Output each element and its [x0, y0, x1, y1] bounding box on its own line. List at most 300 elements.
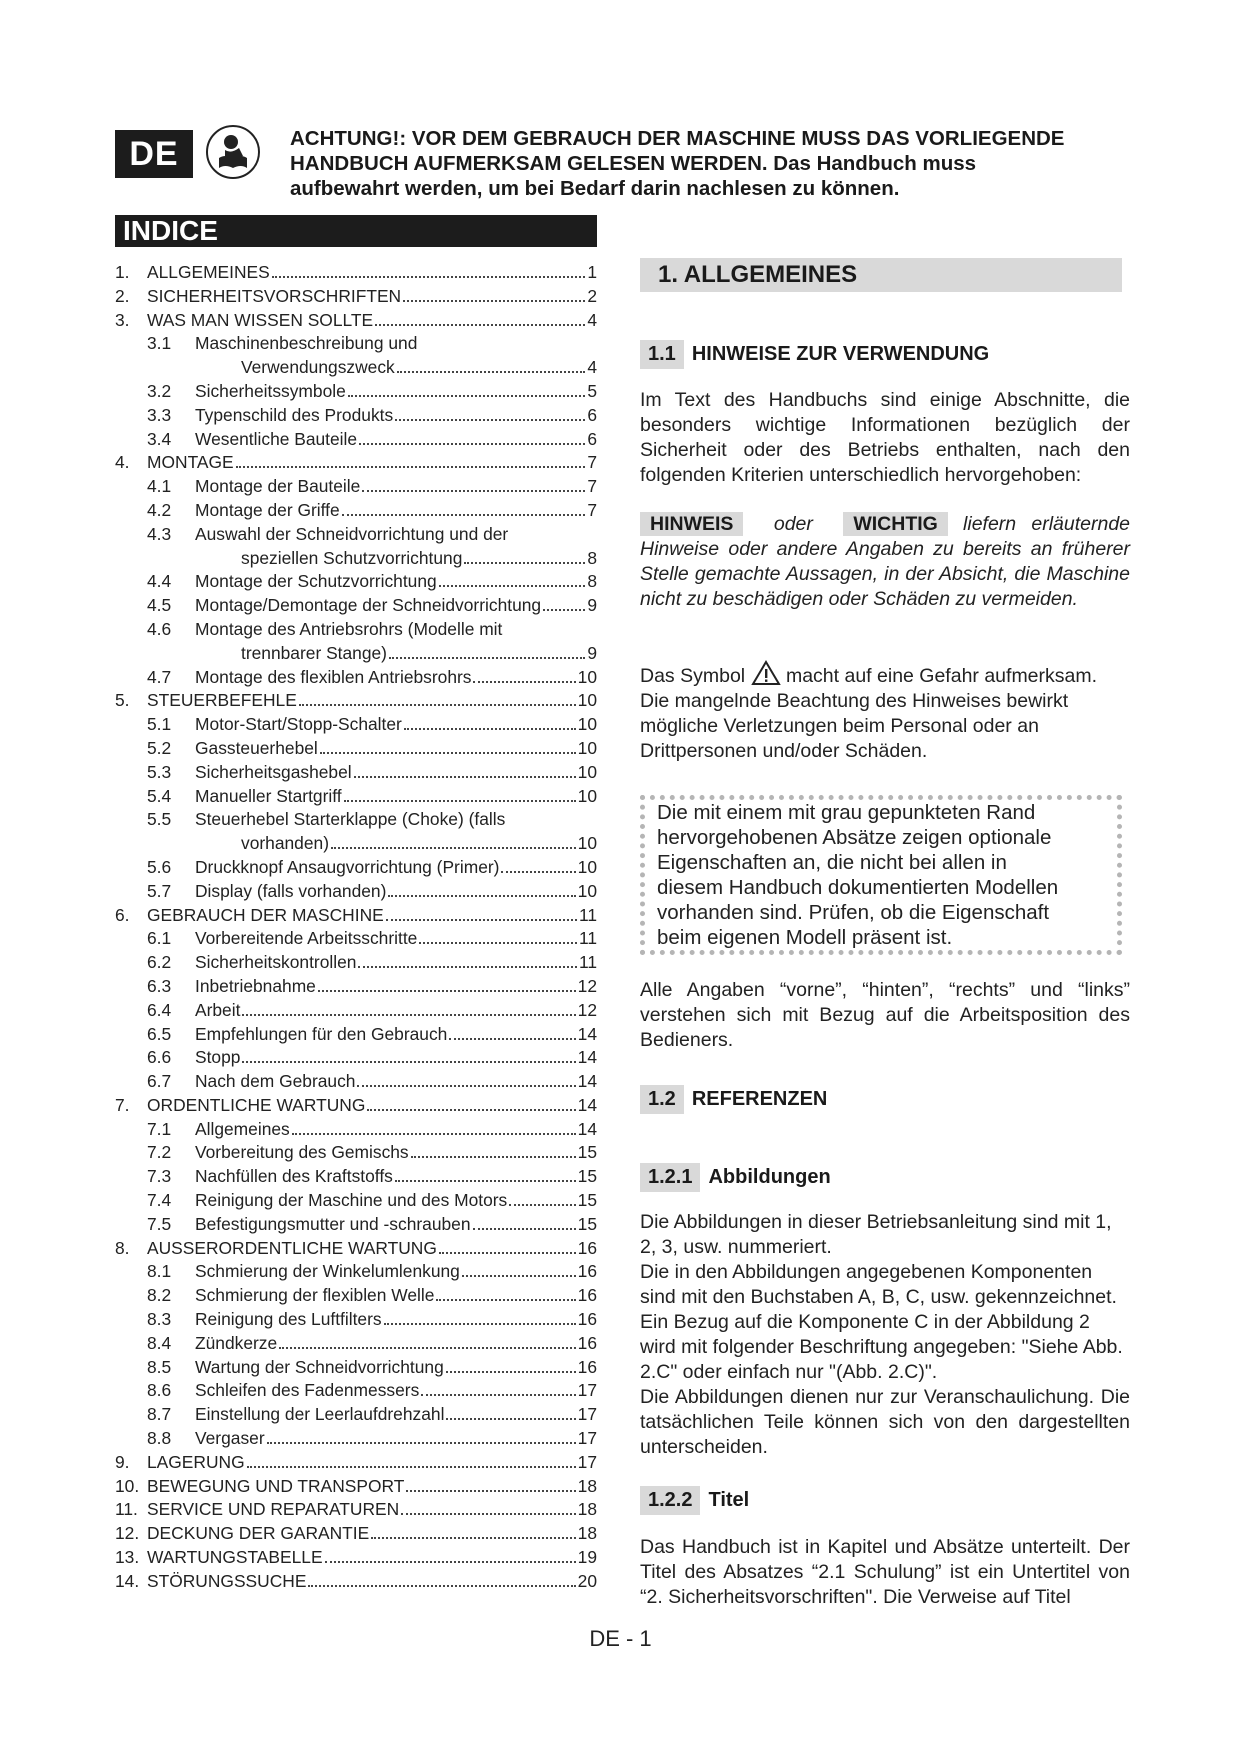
subheading-title: Titel — [708, 1489, 750, 1511]
toc-entry[interactable] — [115, 976, 597, 1000]
box-line: beim eigenen Modell präsent ist. — [657, 926, 953, 949]
toc-number: 8.4 — [147, 1332, 172, 1353]
toc-page-number: 10 — [577, 761, 597, 782]
toc-leader-dots — [419, 942, 577, 944]
subheading-number: 1.2 — [640, 1085, 684, 1114]
manual-warning — [290, 126, 1100, 201]
toc-page-number: 5 — [587, 380, 597, 401]
toc-leader-dots — [267, 1442, 576, 1444]
toc-entry-title: Vergaser — [195, 1428, 265, 1449]
toc-page-number: 10 — [577, 785, 597, 806]
toc-leader-dots — [308, 1585, 575, 1587]
toc-page-number: 19 — [577, 1547, 597, 1568]
hinweis-text: liefern erläuternde Hinweise oder andere Angaben zu bereits an früherer Stelle gemachte Aussagen, in der Absicht, die Maschine nicht zu beschädigen oder Schäden zu vermeiden. — [640, 513, 1131, 610]
read-manual-icon — [205, 124, 261, 180]
toc-leader-dots — [320, 752, 576, 754]
toc-number: 6.7 — [147, 1071, 172, 1092]
toc-entry[interactable] — [115, 1499, 597, 1523]
toc-number: 8.7 — [147, 1404, 172, 1425]
toc-page-number: 17 — [577, 1451, 597, 1472]
toc-leader-dots — [401, 1513, 575, 1515]
abbildungen-paragraphs — [640, 1210, 1130, 1460]
toc-entry[interactable] — [115, 500, 597, 524]
toc-page-number: 20 — [577, 1570, 597, 1591]
toc-number: 8.5 — [147, 1356, 172, 1377]
toc-page-number: 17 — [577, 1404, 597, 1425]
toc-entry-title: Wartung der Schneidvorrichtung — [195, 1356, 444, 1377]
toc-entry[interactable] — [115, 1428, 597, 1452]
toc-leader-dots — [367, 1109, 575, 1111]
toc-leader-dots — [436, 1299, 575, 1301]
toc-leader-dots — [404, 728, 576, 730]
toc-number: 4.7 — [147, 666, 172, 687]
symbol-paragraph — [640, 660, 1130, 764]
toc-entry-title: Sicherheitsgashebel — [195, 761, 352, 782]
toc-leader-dots — [342, 514, 586, 516]
toc-page-number: 14 — [577, 1094, 597, 1115]
toc-page-number: 16 — [577, 1261, 597, 1282]
toc-leader-dots — [421, 1394, 575, 1396]
section-title: 1. ALLGEMEINES — [640, 258, 1122, 292]
toc-leader-dots — [242, 1014, 575, 1016]
toc-entry-title: Vorbereitende Arbeitsschritte — [195, 928, 418, 949]
toc-leader-dots — [279, 1347, 575, 1349]
subheading-number: 1.2.1 — [640, 1163, 700, 1192]
toc-entry[interactable] — [115, 1047, 597, 1071]
toc-leader-dots — [406, 1490, 575, 1492]
toc-entry-title: ORDENTLICHE WARTUNG — [147, 1094, 366, 1115]
toc-leader-dots — [357, 1085, 575, 1087]
toc-page-number: 1 — [587, 262, 597, 282]
toc-entry-title: ALLGEMEINES — [147, 262, 270, 282]
toc-entry-title: WARTUNGSTABELLE — [147, 1547, 323, 1568]
toc-entry[interactable] — [115, 881, 597, 905]
toc-leader-dots — [462, 1275, 576, 1277]
toc-page-number: 2 — [587, 285, 597, 306]
toc-entry[interactable] — [115, 1523, 597, 1547]
toc-entry-title: BEWEGUNG UND TRANSPORT — [147, 1475, 405, 1496]
toc-entry[interactable] — [115, 524, 597, 548]
toc-page-number: 16 — [577, 1309, 597, 1330]
warning-line: aufbewahrt werden, um bei Bedarf darin nachlesen zu können. — [290, 177, 900, 200]
toc-number: 1. — [115, 262, 130, 282]
directions-paragraph: Alle Angaben “vorne”, “hinten”, “rechts” und “links” verstehen sich mit Bezug auf die Arbeitsposition des Bedieners. — [640, 979, 1130, 1051]
toc-entry-title: Empfehlungen für den Gebrauch — [195, 1023, 448, 1044]
toc-entry[interactable] — [115, 1357, 597, 1381]
toc-number: 7.2 — [147, 1142, 172, 1163]
toc-number: 8.6 — [147, 1380, 172, 1401]
toc-leader-dots — [384, 1323, 576, 1325]
toc-entry-title: Schmierung der flexiblen Welle — [195, 1285, 435, 1306]
optional-features-box — [640, 795, 1122, 955]
toc-page-number: 6 — [587, 404, 597, 425]
toc-entry[interactable] — [115, 1571, 597, 1595]
toc-leader-dots — [389, 657, 585, 659]
toc-title: INDICE — [115, 215, 597, 247]
toc-entry[interactable] — [115, 1333, 597, 1357]
toc-number: 6. — [115, 904, 130, 925]
toc-leader-dots — [318, 990, 576, 992]
toc-leader-dots — [358, 966, 577, 968]
toc-entry[interactable] — [115, 1285, 597, 1309]
toc-entry[interactable] — [115, 905, 597, 929]
subheading-1-1 — [640, 340, 989, 369]
toc-number: 5.4 — [147, 785, 172, 806]
toc-leader-dots — [446, 1371, 576, 1373]
toc-number: 4.2 — [147, 499, 172, 520]
page-number: DE - 1 — [589, 1626, 652, 1651]
toc-entry-title: Montage des Antriebsrohrs (Modelle mit — [195, 618, 503, 639]
toc-page-number: 10 — [577, 666, 597, 687]
toc-number: 6.3 — [147, 975, 172, 996]
wichtig-tag: WICHTIG — [843, 512, 947, 536]
toc-entry[interactable] — [115, 1071, 597, 1095]
box-line: Eigenschaften an, die nicht bei allen in — [657, 851, 1007, 874]
subheading-number: 1.1 — [640, 340, 684, 369]
toc-entry[interactable] — [115, 1476, 597, 1500]
toc-page-number: 4 — [587, 309, 597, 330]
subheading-title: HINWEISE ZUR VERWENDUNG — [691, 343, 990, 365]
toc-entry-title: Schmierung der Winkelumlenkung — [195, 1261, 460, 1282]
toc-entry[interactable] — [115, 1547, 597, 1571]
toc-entry-title: Einstellung der Leerlaufdrehzahl — [195, 1404, 445, 1425]
toc-leader-dots — [509, 1204, 575, 1206]
toc-page-number: 12 — [577, 975, 597, 996]
toc-leader-dots — [395, 1180, 576, 1182]
toc-number: 7.3 — [147, 1166, 172, 1187]
toc-page-number: 14 — [577, 1023, 597, 1044]
toc-page-number: 18 — [577, 1475, 597, 1496]
toc-entry[interactable] — [115, 357, 597, 381]
toc-number: 9. — [115, 1451, 130, 1472]
subheading-1-2 — [640, 1085, 827, 1114]
toc-number: 5.7 — [147, 880, 172, 901]
toc-page-number: 9 — [587, 595, 597, 616]
toc-entry-title: MONTAGE — [147, 452, 234, 473]
toc-page-number: 16 — [577, 1332, 597, 1353]
toc-entry-title: Maschinenbeschreibung und — [195, 333, 418, 354]
abb-text: Die Abbildungen in dieser Betriebsanleitung sind mit 1, 2, 3, usw. nummeriert. — [640, 1211, 1112, 1258]
box-line: hervorgehobenen Absätze zeigen optionale — [657, 826, 1052, 849]
abb-text: Die in den Abbildungen angegebenen Komponenten sind mit den Buchstaben A, B, C, usw. gekennzeichnet. Ein Bezug auf die Komponente C in der Abbildung 2 wird mit folgender Beschriftung angegeben: "Siehe Abb. 2.C" oder einfach nur "(Abb. 2.C)". — [640, 1261, 1123, 1383]
warning-line: ACHTUNG!: VOR DEM GEBRAUCH DER MASCHINE MUSS DAS VORLIEGENDE — [290, 127, 1065, 150]
toc-page-number: 10 — [577, 690, 597, 711]
subheading-1-2-2 — [640, 1486, 749, 1515]
toc-leader-dots — [344, 800, 576, 802]
toc-entry-title: WAS MAN WISSEN SOLLTE — [147, 309, 374, 330]
toc-leader-dots — [403, 300, 585, 302]
toc-number: 3.3 — [147, 404, 172, 425]
toc-entry-title: Sicherheitskontrollen — [195, 952, 357, 973]
toc-page-number: 14 — [577, 1118, 597, 1139]
toc-number: 4.6 — [147, 618, 172, 639]
toc-leader-dots — [354, 776, 576, 778]
toc-number: 8.2 — [147, 1285, 172, 1306]
toc-leader-dots — [473, 681, 575, 683]
toc-leader-dots — [292, 1133, 576, 1135]
toc-entry[interactable] — [115, 1166, 597, 1190]
titel-paragraph: Das Handbuch ist in Kapitel und Absätze unterteilt. Der Titel des Absatzes “2.1 Schulung” ist ein Untertitel von “2. Sicherheitsvorschriften". Die Verweise auf Titel — [640, 1536, 1130, 1608]
toc-page-number: 6 — [587, 428, 597, 449]
toc-entry[interactable] — [115, 738, 597, 762]
toc-entry-title: STÖRUNGSSUCHE — [147, 1570, 307, 1591]
toc-page-number: 15 — [577, 1190, 597, 1211]
toc-number: 5.3 — [147, 761, 172, 782]
toc-entry[interactable] — [115, 1404, 597, 1428]
toc-leader-dots — [397, 371, 586, 373]
warning-line: HANDBUCH AUFMERKSAM GELESEN WERDEN. Das Handbuch muss — [290, 152, 977, 175]
toc-number: 3.1 — [147, 333, 172, 354]
toc-page-number: 18 — [577, 1523, 597, 1544]
toc-entry-title: SERVICE UND REPARATUREN — [147, 1499, 400, 1520]
toc-entry-title: Reinigung des Luftfilters — [195, 1309, 382, 1330]
toc-leader-dots — [247, 1466, 576, 1468]
toc-entry[interactable] — [115, 1095, 597, 1119]
toc-leader-dots — [348, 395, 586, 397]
toc-entry[interactable] — [115, 595, 597, 619]
toc-number: 5.5 — [147, 809, 172, 830]
toc-page-number: 11 — [578, 904, 597, 925]
toc-entry[interactable] — [115, 548, 597, 572]
toc-page-number: 16 — [577, 1285, 597, 1306]
toc-entry-title: Stopp — [195, 1047, 241, 1068]
toc-leader-dots — [449, 1038, 575, 1040]
toc-number: 8.8 — [147, 1428, 172, 1449]
toc-number: 6.5 — [147, 1023, 172, 1044]
toc-leader-dots — [375, 324, 585, 326]
toc-leader-dots — [359, 443, 585, 445]
toc-entry-title: Verwendungszweck — [241, 357, 395, 378]
toc-page-number: 18 — [577, 1499, 597, 1520]
toc-entry-title: Druckknopf Ansaugvorrichtung (Primer) — [195, 856, 500, 877]
toc-leader-dots — [299, 704, 576, 706]
toc-number: 5. — [115, 690, 130, 711]
toc-entry-title: Gassteuerhebel — [195, 737, 318, 758]
toc-entry[interactable] — [115, 1238, 597, 1262]
toc-entry[interactable] — [115, 643, 597, 667]
oder-word: oder — [773, 513, 813, 535]
toc-entry[interactable] — [115, 928, 597, 952]
toc-entry-title: Schleifen des Fadenmessers — [195, 1380, 420, 1401]
toc-entry-title: Montage/Demontage der Schneidvorrichtung — [195, 595, 542, 616]
intro-paragraph: Im Text des Handbuchs sind einige Abschnitte, die besonders wichtige Informationen bezüglich der Sicherheit oder des Betriebs enthalten, nach den folgenden Kriterien unterschiedlich hervorgehoben: — [640, 389, 1130, 486]
toc-entry-title: Inbetriebnahme — [195, 975, 316, 996]
toc-number: 5.2 — [147, 737, 172, 758]
toc-entry-title: Motor-Start/Stopp-Schalter — [195, 714, 402, 735]
toc-leader-dots — [362, 490, 585, 492]
toc-entry[interactable] — [115, 452, 597, 476]
toc-entry-title: Manueller Startgriff — [195, 785, 342, 806]
toc-number: 8. — [115, 1237, 130, 1258]
toc-entry[interactable] — [115, 1000, 597, 1024]
toc-number: 4. — [115, 452, 130, 473]
toc-page-number: 11 — [578, 952, 597, 973]
toc-leader-dots — [473, 1228, 576, 1230]
toc-leader-dots — [411, 1156, 576, 1158]
toc-entry[interactable] — [115, 1214, 597, 1238]
toc-entry[interactable] — [115, 405, 597, 429]
toc-entry[interactable] — [115, 857, 597, 881]
toc-entry-title: Auswahl der Schneidvorrichtung und der — [195, 523, 509, 544]
toc-number: 5.6 — [147, 856, 172, 877]
subheading-title: Abbildungen — [708, 1166, 831, 1188]
toc-entry[interactable] — [115, 286, 597, 310]
subheading-title: REFERENZEN — [691, 1088, 828, 1110]
toc-page-number: 14 — [577, 1047, 597, 1068]
toc-leader-dots — [331, 847, 576, 849]
warning-triangle-icon — [751, 660, 781, 686]
toc-entry-title: GEBRAUCH DER MASCHINE — [147, 904, 384, 925]
symbol-before: Das Symbol — [640, 665, 746, 687]
box-line: diesem Handbuch dokumentierten Modellen — [657, 876, 1059, 899]
toc-leader-dots — [386, 919, 577, 921]
toc-entry-title: Typenschild des Produkts — [195, 404, 394, 425]
toc-number: 14. — [115, 1570, 140, 1591]
toc-number: 8.3 — [147, 1309, 172, 1330]
toc-leader-dots — [325, 1561, 576, 1563]
toc-leader-dots — [439, 1252, 576, 1254]
toc-entry[interactable] — [115, 667, 597, 691]
toc-entry-title: vorhanden) — [241, 833, 329, 854]
toc-page-number: 15 — [577, 1166, 597, 1187]
toc-leader-dots — [439, 585, 586, 587]
toc-entry-title: Zündkerze — [195, 1332, 278, 1353]
toc-page-number: 10 — [577, 714, 597, 735]
toc-entry[interactable] — [115, 1024, 597, 1048]
toc-number: 8.1 — [147, 1261, 172, 1282]
toc-entry[interactable] — [115, 1380, 597, 1404]
toc-page-number: 4 — [587, 357, 597, 378]
toc-number: 4.3 — [147, 523, 172, 544]
toc-entry-title: Montage der Griffe — [195, 499, 340, 520]
toc-entry-title: Montage des flexiblen Antriebsrohrs — [195, 666, 472, 687]
toc-page-number: 15 — [577, 1213, 597, 1234]
toc-entry-title: STEUERBEFEHLE — [147, 690, 297, 711]
toc-page-number: 12 — [577, 999, 597, 1020]
toc-entry-title: Display (falls vorhanden) — [195, 880, 387, 901]
toc-entry[interactable] — [115, 1261, 597, 1285]
toc-page-number: 8 — [587, 547, 597, 568]
toc-leader-dots — [395, 419, 585, 421]
toc-number: 7.4 — [147, 1190, 172, 1211]
toc-leader-dots — [446, 1418, 575, 1420]
toc-page-number: 16 — [577, 1356, 597, 1377]
toc-page-number: 7 — [587, 476, 597, 497]
toc-leader-dots — [388, 895, 575, 897]
toc-entry-title: Befestigungsmutter und -schrauben — [195, 1213, 471, 1234]
symbol-after: macht auf eine Gefahr aufmerksam. — [785, 665, 1098, 687]
toc-entry[interactable] — [115, 952, 597, 976]
toc-number: 3.2 — [147, 380, 172, 401]
toc-leader-dots — [464, 562, 585, 564]
toc-entry[interactable] — [115, 310, 597, 334]
toc-entry[interactable] — [115, 1309, 597, 1333]
toc-page-number: 11 — [578, 928, 597, 949]
toc-number: 7.1 — [147, 1118, 172, 1139]
toc-page-number: 7 — [587, 499, 597, 520]
toc-number: 3. — [115, 309, 130, 330]
box-line: Die mit einem mit grau gepunkteten Rand — [657, 801, 1036, 824]
toc-entry[interactable] — [115, 809, 597, 833]
toc-entry[interactable] — [115, 619, 597, 643]
toc-page-number: 15 — [577, 1142, 597, 1163]
toc-leader-dots — [543, 609, 585, 611]
toc-entry-title: Nach dem Gebrauch — [195, 1071, 356, 1092]
toc-entry-title: Steuerhebel Starterklappe (Choke) (falls — [195, 809, 506, 830]
toc-number: 2. — [115, 285, 130, 306]
toc-entry[interactable] — [115, 690, 597, 714]
toc-leader-dots — [272, 276, 586, 278]
toc-entry-title: Allgemeines — [195, 1118, 290, 1139]
toc-number: 6.4 — [147, 999, 172, 1020]
toc-leader-dots — [236, 466, 586, 468]
toc-page-number: 10 — [577, 833, 597, 854]
toc-leader-dots — [371, 1537, 575, 1539]
toc-entry[interactable] — [115, 381, 597, 405]
toc-page-number: 9 — [587, 642, 597, 663]
toc-page-number: 10 — [577, 737, 597, 758]
toc-entry[interactable] — [115, 1190, 597, 1214]
toc-number: 12. — [115, 1523, 140, 1544]
toc-entry-title: Vorbereitung des Gemischs — [195, 1142, 409, 1163]
toc-entry[interactable] — [115, 1142, 597, 1166]
toc-entry-title: Wesentliche Bauteile — [195, 428, 358, 449]
toc-entry[interactable] — [115, 571, 597, 595]
toc-entry[interactable] — [115, 262, 597, 286]
toc-entry[interactable] — [115, 762, 597, 786]
abb-text: Die Abbildungen dienen nur zur Veranschaulichung. Die tatsächlichen Teile können sich von den dargestellten unterscheiden. — [640, 1386, 1130, 1458]
toc-number: 7.5 — [147, 1213, 172, 1234]
toc-number: 6.1 — [147, 928, 172, 949]
toc-page-number: 10 — [577, 880, 597, 901]
toc-page-number: 14 — [577, 1071, 597, 1092]
toc-entry-title: LAGERUNG — [147, 1451, 245, 1472]
toc-entry[interactable] — [115, 476, 597, 500]
toc-entry[interactable] — [115, 429, 597, 453]
hinweis-paragraph — [640, 512, 1130, 612]
toc-entry-title: Montage der Schutzvorrichtung — [195, 571, 437, 592]
toc-entry-title: Nachfüllen des Kraftstoffs — [195, 1166, 393, 1187]
language-badge: DE — [115, 130, 193, 178]
toc-entry[interactable] — [115, 714, 597, 738]
toc-entry[interactable] — [115, 833, 597, 857]
box-line: vorhanden sind. Prüfen, ob die Eigenschaft — [657, 901, 1050, 924]
toc-leader-dots — [242, 1061, 575, 1063]
toc-entry-title: speziellen Schutzvorrichtung — [241, 547, 463, 568]
toc-number: 3.4 — [147, 428, 172, 449]
toc-number: 13. — [115, 1547, 140, 1568]
toc-leader-dots — [501, 871, 575, 873]
toc-entry-title: Montage der Bauteile — [195, 476, 361, 497]
toc-number: 4.4 — [147, 571, 172, 592]
toc-entry[interactable] — [115, 786, 597, 810]
toc-entry-title: trennbarer Stange) — [241, 642, 387, 663]
subheading-1-2-1 — [640, 1163, 831, 1192]
toc-entry[interactable] — [115, 1452, 597, 1476]
hinweis-tag: HINWEIS — [640, 512, 743, 536]
toc-page-number: 8 — [587, 571, 597, 592]
toc-number: 4.5 — [147, 595, 172, 616]
toc-entry[interactable] — [115, 1119, 597, 1143]
toc-entry[interactable] — [115, 333, 597, 357]
toc-number: 6.2 — [147, 952, 172, 973]
toc-number: 7. — [115, 1094, 130, 1115]
table-of-contents — [115, 262, 597, 1595]
toc-number: 11. — [115, 1499, 138, 1520]
toc-entry-title: Reinigung der Maschine und des Motors — [195, 1190, 508, 1211]
toc-entry-title: AUSSERORDENTLICHE WARTUNG — [147, 1237, 437, 1258]
toc-number: 6.6 — [147, 1047, 172, 1068]
